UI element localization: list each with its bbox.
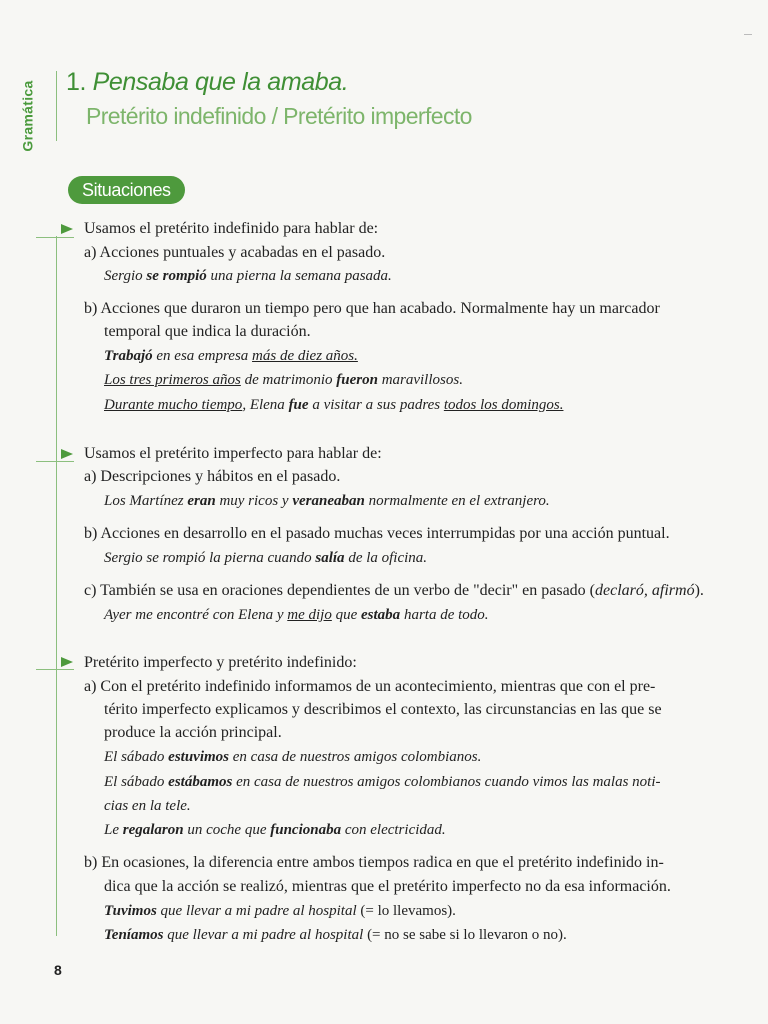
bullet-arrow-icon bbox=[61, 449, 73, 459]
bullet-arrow-icon bbox=[61, 657, 73, 667]
section-side-label: Gramática bbox=[19, 80, 36, 152]
bullet-arrow-icon bbox=[61, 224, 73, 234]
section-intro: Usamos el pretérito indefinido para hablar de: bbox=[84, 220, 379, 237]
section-rule bbox=[36, 461, 74, 462]
page-subtitle: Pretérito indefinido / Pretérito imperfecto bbox=[86, 103, 472, 129]
rule-b-cont: temporal que indica la duración. bbox=[104, 323, 311, 340]
example: Trabajó en esa empresa más de diez años. bbox=[104, 348, 358, 364]
rule-a-cont: produce la acción principal. bbox=[104, 724, 282, 741]
example: Los tres primeros años de matrimonio fueron maravillosos. bbox=[104, 372, 463, 388]
section-rule bbox=[36, 237, 74, 238]
corner-mark bbox=[744, 34, 752, 35]
example: Ayer me encontré con Elena y me dijo que estaba harta de todo. bbox=[104, 607, 489, 623]
rule-b: b) Acciones que duraron un tiempo pero que han acabado. Normalmente hay un marcador bbox=[84, 300, 660, 317]
example: Teníamos que llevar a mi padre al hospital (= no se sabe si lo llevaron o no). bbox=[104, 927, 567, 943]
section-rule bbox=[36, 669, 74, 670]
example: Le regalaron un coche que funcionaba con electricidad. bbox=[104, 822, 446, 838]
rule-a: a) Con el pretérito indefinido informamos de un acontecimiento, mientras que con el pre- bbox=[84, 678, 656, 695]
example: Sergio se rompió la pierna cuando salía de la oficina. bbox=[104, 550, 428, 566]
margin-rule bbox=[56, 236, 57, 936]
title-divider bbox=[56, 71, 57, 141]
section-intro: Pretérito imperfecto y pretérito indefinido: bbox=[84, 654, 357, 671]
example-cont: cias en la tele. bbox=[104, 798, 191, 814]
page-title: 1. Pensaba que la amaba. bbox=[66, 68, 349, 96]
rule-b-cont: dica que la acción se realizó, mientras que el pretérito imperfecto no da esa información. bbox=[104, 878, 671, 895]
rule-a: a) Acciones puntuales y acabadas en el pasado. bbox=[84, 244, 386, 261]
section-badge: Situaciones bbox=[68, 176, 185, 204]
example: Durante mucho tiempo, Elena fue a visitar a sus padres todos los domingos. bbox=[104, 397, 564, 413]
rule-a-cont: térito imperfecto explicamos y describimos el contexto, las circunstancias en las que se bbox=[104, 701, 662, 718]
rule-a: a) Descripciones y hábitos en el pasado. bbox=[84, 468, 341, 485]
section-intro: Usamos el pretérito imperfecto para hablar de: bbox=[84, 445, 382, 462]
example: El sábado estuvimos en casa de nuestros amigos colombianos. bbox=[104, 749, 482, 765]
example: Los Martínez eran muy ricos y veraneaban normalmente en el extranjero. bbox=[104, 493, 550, 509]
example: Tuvimos que llevar a mi padre al hospital (= lo llevamos). bbox=[104, 903, 456, 919]
rule-b: b) Acciones en desarrollo en el pasado muchas veces interrumpidas por una acción puntual. bbox=[84, 525, 670, 542]
rule-c: c) También se usa en oraciones dependientes de un verbo de "decir" en pasado (declaró, afirmó). bbox=[84, 582, 704, 599]
example: Sergio se rompió una pierna la semana pasada. bbox=[104, 268, 392, 284]
example: El sábado estábamos en casa de nuestros amigos colombianos cuando vimos las malas noti- bbox=[104, 774, 661, 790]
rule-b: b) En ocasiones, la diferencia entre ambos tiempos radica en que el pretérito indefinido in- bbox=[84, 854, 664, 871]
page-number: 8 bbox=[54, 962, 62, 978]
